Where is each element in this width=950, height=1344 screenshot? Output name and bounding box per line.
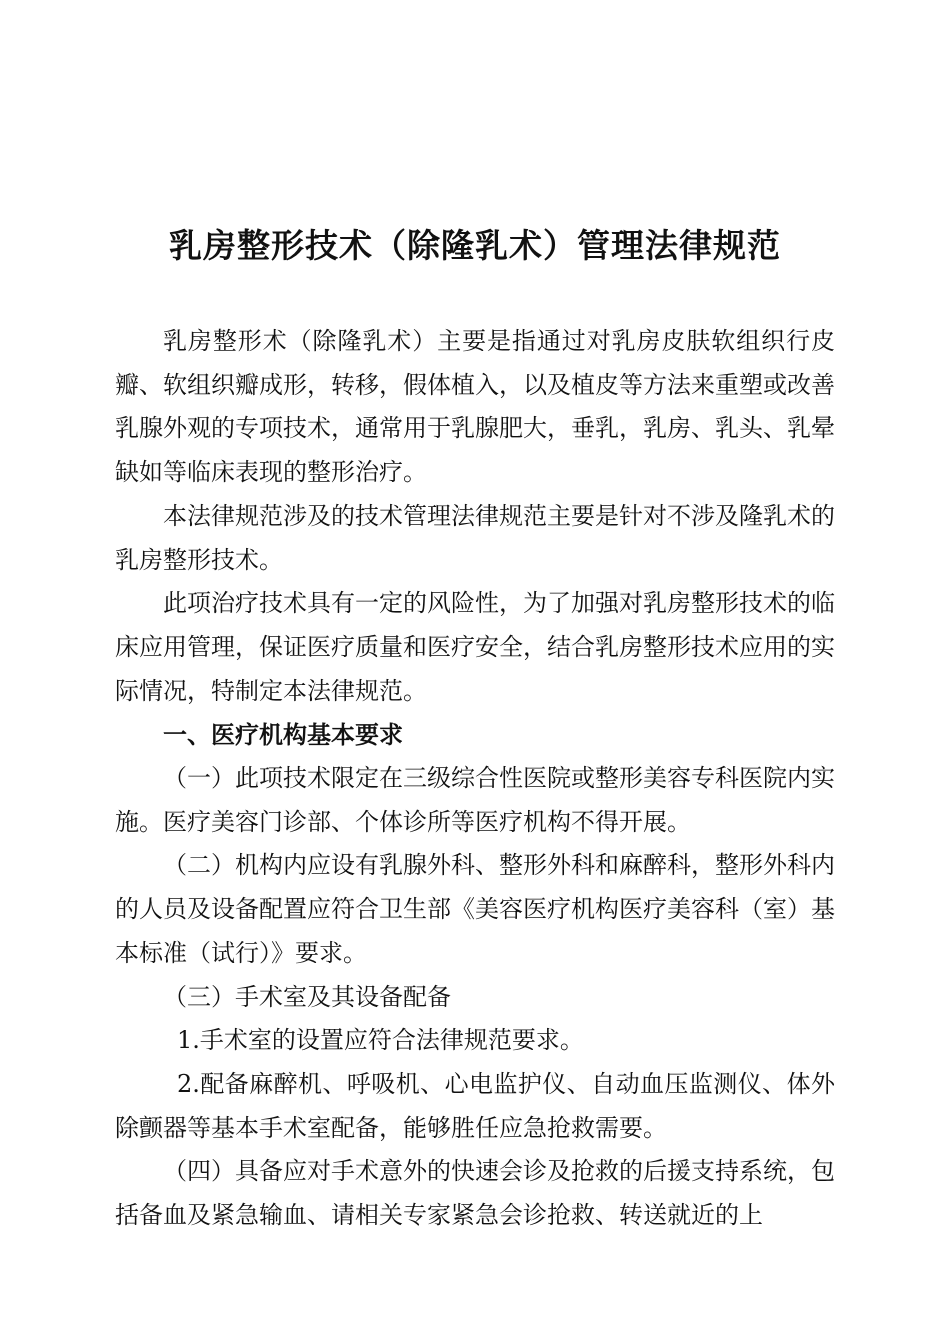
document-body bbox=[115, 320, 835, 1238]
operating-room-item-2: 2.配备麻醉机、呼吸机、心电监护仪、自动血压监测仪、体外除颤器等基本手术室配备，能够胜任应急抢救需要。 bbox=[115, 1069, 835, 1142]
operating-room-item-1: 1.手术室的设置应符合法律规范要求。 bbox=[177, 1026, 584, 1055]
purpose-paragraph: 此项治疗技术具有一定的风险性，为了加强对乳房整形技术的临床应用管理，保证医疗质量和医疗安全，结合乳房整形技术应用的实际情况，特制定本法律规范。 bbox=[115, 589, 835, 705]
scope-paragraph: 本法律规范涉及的技术管理法律规范主要是针对不涉及隆乳术的乳房整形技术。 bbox=[115, 501, 835, 574]
requirement-item-2: （二）机构内应设有乳腺外科、整形外科和麻醉科，整形外科内的人员及设备配置应符合卫生部《美容医疗机构医疗美容科（室）基本标准（试行）》要求。 bbox=[115, 851, 835, 967]
requirement-item-1: （一）此项技术限定在三级综合性医院或整形美容专科医院内实施。医疗美容门诊部、个体诊所等医疗机构不得开展。 bbox=[115, 764, 835, 836]
document-title: 乳房整形技术（除隆乳术）管理法律规范 bbox=[169, 226, 781, 265]
section-heading: 一、医疗机构基本要求 bbox=[163, 720, 403, 750]
intro-paragraph: 乳房整形术（除隆乳术）主要是指通过对乳房皮肤软组织行皮瓣、软组织瓣成形，转移，假体植入，以及植皮等方法来重塑或改善乳腺外观的专项技术，通常用于乳腺肥大，垂乳，乳房、乳头、乳晕缺如等临床表现的整形治疗。 bbox=[115, 327, 835, 487]
requirement-item-3: （三）手术室及其设备配备 bbox=[163, 982, 451, 1011]
requirement-item-4: （四）具备应对手术意外的快速会诊及抢救的后援支持系统，包括备血及紧急输血、请相关专家紧急会诊抢救、转送就近的上 bbox=[115, 1157, 835, 1230]
